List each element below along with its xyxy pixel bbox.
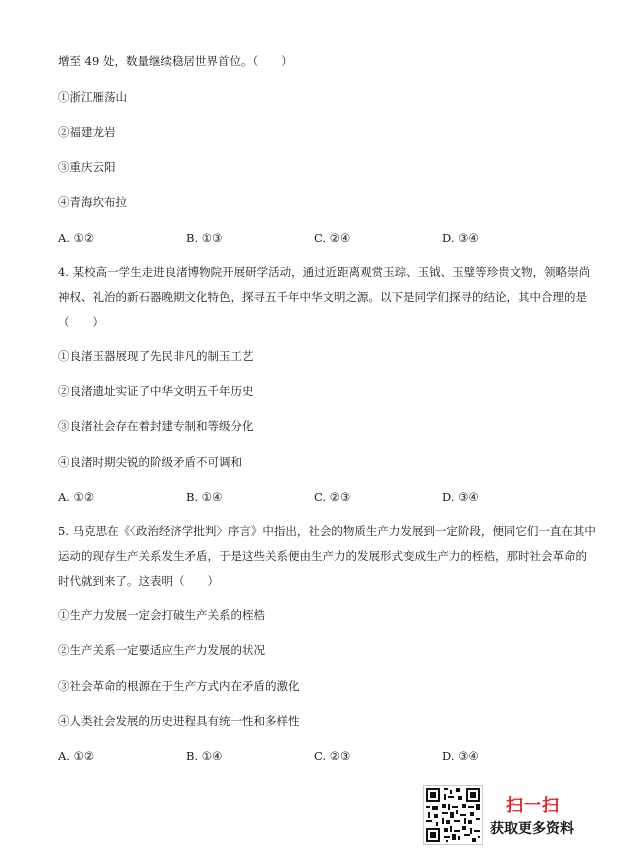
- q5-option-a: A. ①②: [58, 749, 95, 763]
- q5-option-b: B. ①④: [186, 749, 223, 763]
- q4-stem-line-3: （ ）: [58, 315, 104, 329]
- scan-label: 扫一扫: [506, 796, 560, 816]
- q5-statement-4: ④人类社会发展的历史进程具有统一性和多样性: [58, 714, 300, 728]
- q5-answer-options: [58, 749, 518, 763]
- q5-statement-3: ③社会革命的根源在于生产方式内在矛盾的激化: [58, 679, 300, 693]
- q5-stem-line-1: 5. 马克思在《〈政治经济学批判〉序言》中指出，社会的物质生产力发展到一定阶段，便同它们一直在其中: [58, 524, 596, 538]
- q5-option-d: D. ③④: [442, 749, 479, 763]
- q4-stem-line-1: 4. 某校高一学生走进良渚博物院开展研学活动，通过近距离观赏玉琮、玉钺、玉璧等珍贵文物，领略崇尚: [58, 265, 591, 279]
- q4-stem-line-2: 神权、礼治的新石器晚期文化特色，探寻五千年中华文明之源。以下是同学们探寻的结论，其中合理的是: [58, 290, 587, 304]
- q4-statement-4: ④良渚时期尖锐的阶级矛盾不可调和: [58, 455, 242, 469]
- q4-answer-options: [58, 490, 518, 504]
- statement-4: ④青海坎布拉: [58, 195, 127, 209]
- qr-code-graphic: [424, 786, 482, 844]
- statement-2: ②福建龙岩: [58, 125, 116, 139]
- q5-option-c: C. ②③: [314, 749, 351, 763]
- q4-option-b: B. ①④: [186, 490, 223, 504]
- q5-statement-2: ②生产关系一定要适应生产力发展的状况: [58, 643, 265, 657]
- option-d: D. ③④: [442, 231, 479, 245]
- option-b: B. ①③: [186, 231, 223, 245]
- option-c: C. ②④: [314, 231, 351, 245]
- question-continuation: 增至 49 处，数量继续稳居世界首位。（ ）: [58, 54, 293, 68]
- get-more-materials-label: 获取更多资料: [490, 821, 574, 837]
- q4-statement-2: ②良渚遗址实证了中华文明五千年历史: [58, 384, 254, 398]
- q5-statement-1: ①生产力发展一定会打破生产关系的桎梏: [58, 608, 265, 622]
- qr-code[interactable]: [423, 785, 483, 845]
- statement-3: ③重庆云阳: [58, 160, 116, 174]
- q4-statement-1: ①良渚玉器展现了先民非凡的制玉工艺: [58, 349, 254, 363]
- option-a: A. ①②: [58, 231, 95, 245]
- q4-statement-3: ③良渚社会存在着封建专制和等级分化: [58, 419, 254, 433]
- q5-stem-line-3: 时代就到来了。这表明（ ）: [58, 574, 219, 588]
- statement-1: ①浙江雁荡山: [58, 90, 127, 104]
- q4-option-d: D. ③④: [442, 490, 479, 504]
- q4-option-c: C. ②③: [314, 490, 351, 504]
- q5-stem-line-2: 运动的现存生产关系发生矛盾，于是这些关系便由生产力的发展形式变成生产力的桎梏，那时社会革命的: [58, 549, 587, 563]
- answer-options: [58, 231, 518, 245]
- q4-option-a: A. ①②: [58, 490, 95, 504]
